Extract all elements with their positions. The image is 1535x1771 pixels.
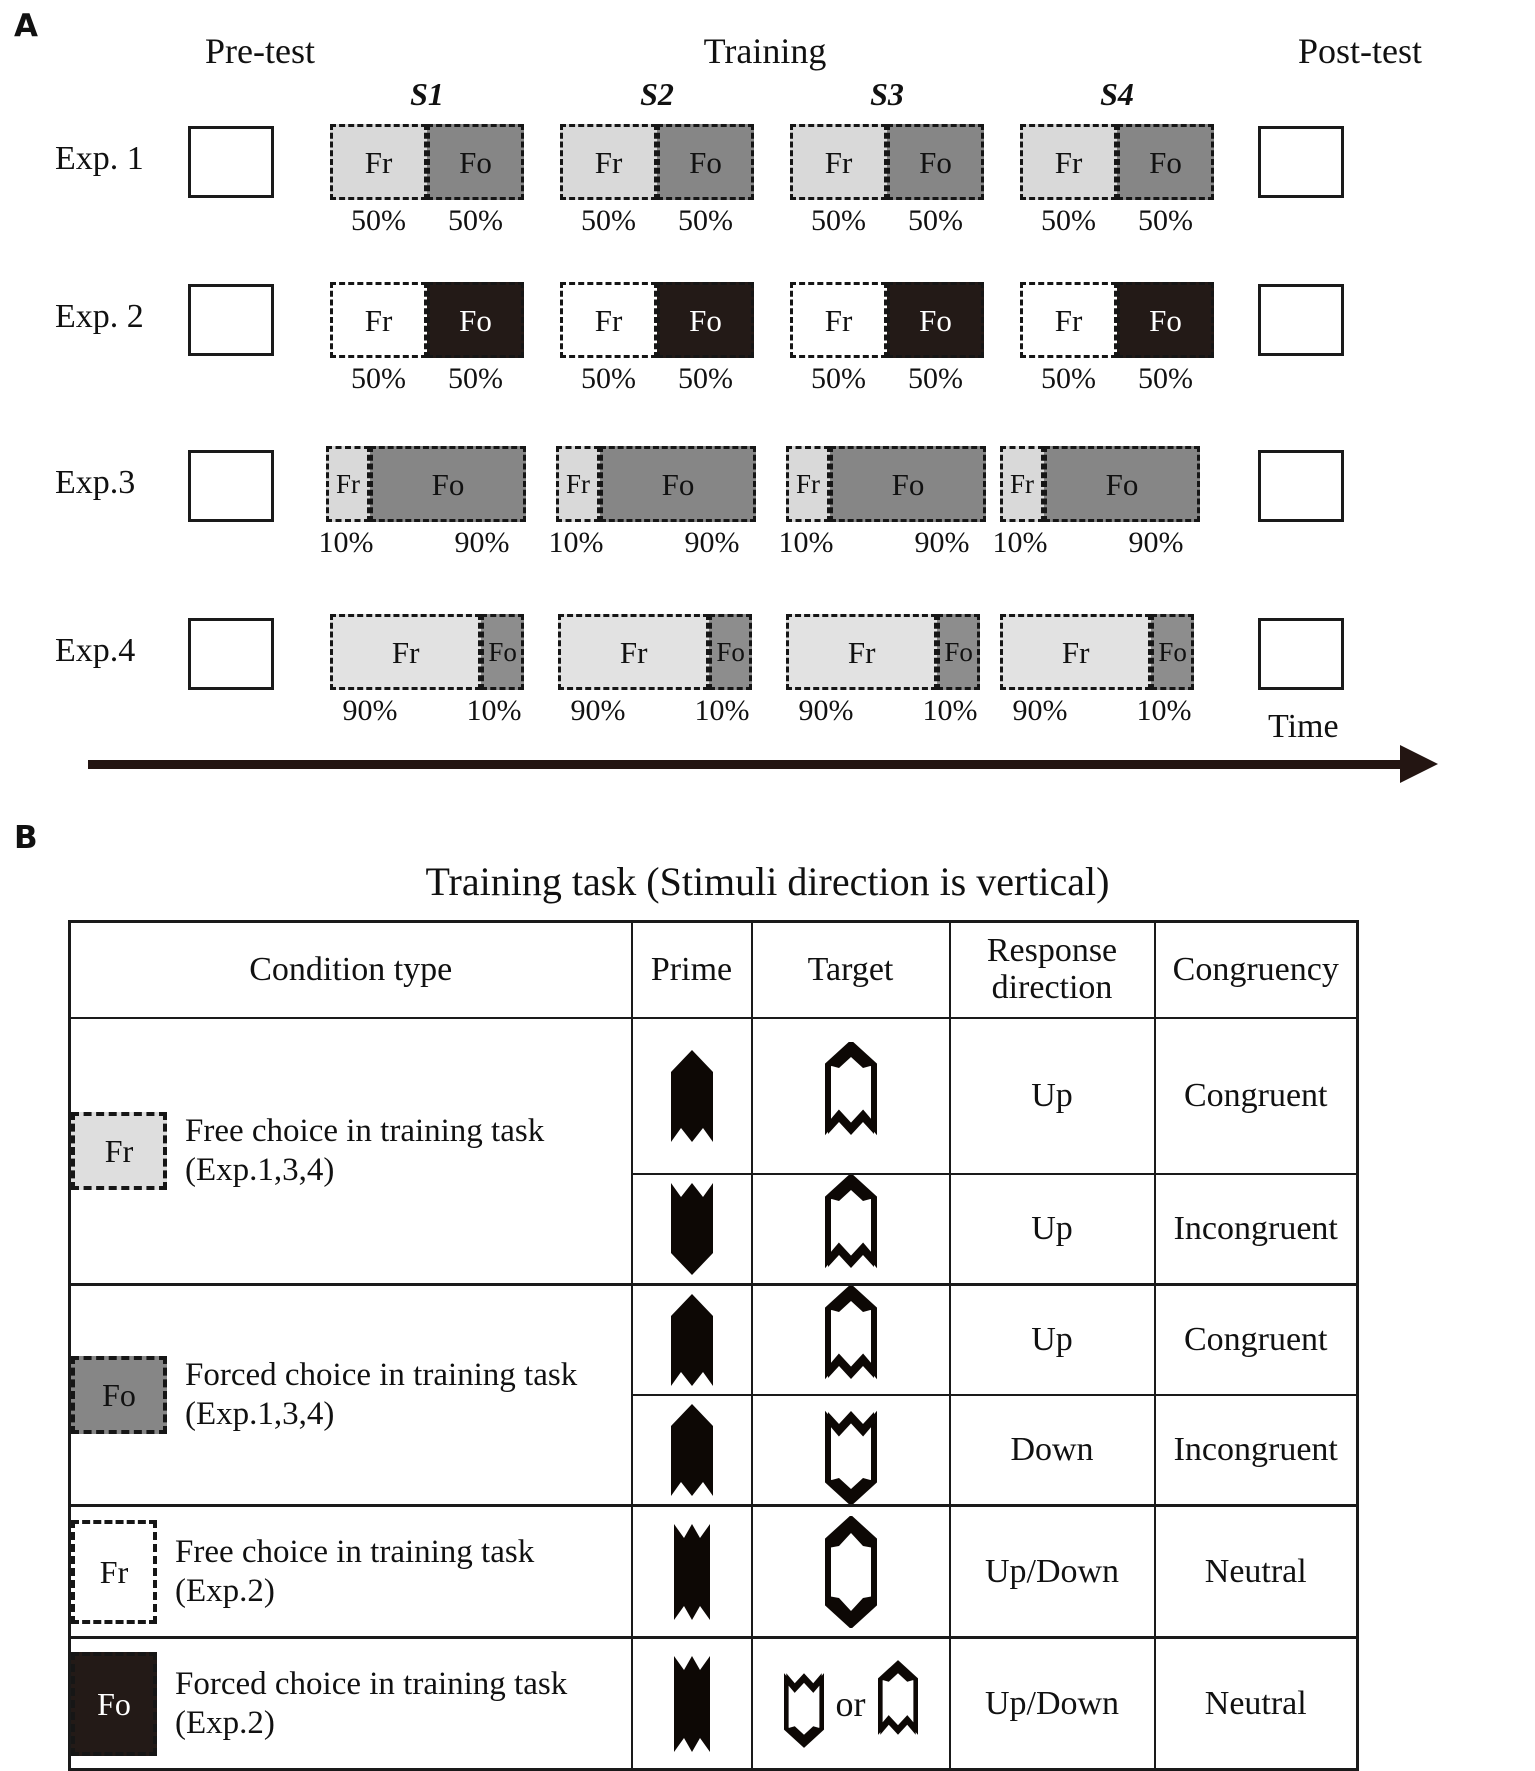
training-block-exp2-s1 xyxy=(330,282,524,358)
segment-forced: Fo xyxy=(600,446,756,522)
tag-label: Fr xyxy=(99,1553,129,1590)
pct-free-exp2-s1: 50% xyxy=(351,362,406,395)
prime-cell-up-solid xyxy=(632,1395,752,1506)
training-block-exp2-s3 xyxy=(790,282,984,358)
condition-description xyxy=(185,1356,577,1434)
pct-forced-exp1-s1: 50% xyxy=(448,204,503,237)
segment-forced: Fo xyxy=(481,614,524,690)
pct-free-exp2-s2: 50% xyxy=(581,362,636,395)
prime-cell-up-solid xyxy=(632,1018,752,1174)
pct-forced-exp3-s2: 90% xyxy=(684,526,740,559)
pct-forced-exp4-s1: 10% xyxy=(466,694,522,727)
segment-free: Fr xyxy=(558,614,709,690)
response-cell: Up/Down xyxy=(950,1638,1155,1770)
table-row xyxy=(70,1285,1358,1396)
pct-forced-exp4-s3: 10% xyxy=(922,694,978,727)
pct-free-exp3-s4: 10% xyxy=(992,526,1048,559)
segment-free: Fr xyxy=(1000,614,1151,690)
segment-forced: Fo xyxy=(1117,124,1214,200)
segment-forced: Fo xyxy=(657,282,754,358)
tag-fo-exp2 xyxy=(71,1652,157,1756)
pct-free-exp1-s3: 50% xyxy=(811,204,866,237)
session-header-s1: S1 xyxy=(410,76,444,112)
prime-cell-down-solid xyxy=(632,1174,752,1285)
segment-free: Fr xyxy=(786,446,830,522)
segment-forced: Fo xyxy=(830,446,986,522)
exp-label-4: Exp.4 xyxy=(55,632,136,669)
segment-forced: Fo xyxy=(709,614,752,690)
target-cell-or-pair xyxy=(752,1638,950,1770)
time-arrow-head-icon xyxy=(1400,745,1438,783)
segment-free: Fr xyxy=(790,124,887,200)
pct-forced-exp3-s4: 90% xyxy=(1128,526,1184,559)
condition-cell-free-exp134 xyxy=(70,1018,632,1285)
condition-description xyxy=(175,1665,567,1743)
pct-forced-exp3-s3: 90% xyxy=(914,526,970,559)
pretest-box-exp1 xyxy=(188,126,274,198)
time-arrow-line xyxy=(88,760,1406,769)
segment-forced: Fo xyxy=(1117,282,1214,358)
posttest-box-exp3 xyxy=(1258,450,1344,522)
column-header-pretest: Pre-test xyxy=(205,31,315,71)
segment-free: Fr xyxy=(1020,124,1117,200)
down-outline-arrow-icon xyxy=(784,1652,824,1756)
segment-forced: Fo xyxy=(427,124,524,200)
segment-free: Fr xyxy=(556,446,600,522)
target-cell-down-outline xyxy=(752,1395,950,1506)
training-block-exp3-s4 xyxy=(1000,446,1200,522)
header-target: Target xyxy=(752,922,950,1019)
congruency-cell: Congruent xyxy=(1155,1018,1358,1174)
condition-line1: Free choice in training task xyxy=(175,1533,535,1570)
tag-label: Fo xyxy=(97,1685,131,1722)
condition-line2: (Exp.2) xyxy=(175,1704,275,1741)
table-row xyxy=(70,1506,1358,1638)
pretest-box-exp2 xyxy=(188,284,274,356)
target-cell-up-outline xyxy=(752,1285,950,1396)
session-header-s3: S3 xyxy=(870,76,904,112)
pct-forced-exp1-s3: 50% xyxy=(908,204,963,237)
pretest-box-exp3 xyxy=(188,450,274,522)
congruency-cell: Incongruent xyxy=(1155,1395,1358,1506)
target-cell-up-outline xyxy=(752,1174,950,1285)
training-block-exp1-s1 xyxy=(330,124,524,200)
pct-free-exp4-s1: 90% xyxy=(342,694,398,727)
header-congruency: Congruency xyxy=(1155,922,1358,1019)
pct-free-exp3-s2: 10% xyxy=(548,526,604,559)
pct-forced-exp2-s4: 50% xyxy=(1138,362,1193,395)
segment-forced: Fo xyxy=(427,282,524,358)
response-cell: Up xyxy=(950,1174,1155,1285)
posttest-box-exp1 xyxy=(1258,126,1344,198)
up-outline-arrow-icon xyxy=(825,1175,877,1283)
response-cell: Up xyxy=(950,1018,1155,1174)
condition-line1: Forced choice in training task xyxy=(185,1357,578,1394)
pct-free-exp4-s2: 90% xyxy=(570,694,626,727)
pct-forced-exp4-s4: 10% xyxy=(1136,694,1192,727)
segment-free: Fr xyxy=(1020,282,1117,358)
down-outline-arrow-icon xyxy=(825,1396,877,1504)
pct-forced-exp1-s4: 50% xyxy=(1138,204,1193,237)
segment-free: Fr xyxy=(330,124,427,200)
exp-label-2: Exp. 2 xyxy=(55,298,144,335)
header-response-line2: direction xyxy=(991,969,1113,1006)
segment-free: Fr xyxy=(326,446,370,522)
condition-line2: (Exp.2) xyxy=(175,1572,275,1609)
header-response-line1: Response xyxy=(986,932,1118,970)
pct-free-exp1-s1: 50% xyxy=(351,204,406,237)
up-outline-arrow-icon xyxy=(825,1286,877,1394)
tag-fo-exp134 xyxy=(71,1356,167,1434)
congruency-cell: Neutral xyxy=(1155,1506,1358,1638)
prime-cell-neutral-solid xyxy=(632,1506,752,1638)
or-label: or xyxy=(835,1683,866,1724)
tag-label: Fr xyxy=(104,1133,134,1169)
segment-forced: Fo xyxy=(887,282,984,358)
down-solid-arrow-icon xyxy=(669,1181,715,1277)
training-block-exp4-s3 xyxy=(786,614,980,690)
table-row xyxy=(70,1638,1358,1770)
tag-fr-exp134 xyxy=(71,1112,167,1190)
training-block-exp4-s1 xyxy=(330,614,524,690)
table-row xyxy=(70,1018,1358,1174)
segment-forced: Fo xyxy=(887,124,984,200)
response-cell: Down xyxy=(950,1395,1155,1506)
pct-free-exp3-s1: 10% xyxy=(318,526,374,559)
header-condition-type: Condition type xyxy=(70,922,632,1019)
training-block-exp1-s3 xyxy=(790,124,984,200)
condition-description xyxy=(185,1112,544,1190)
time-axis-label: Time xyxy=(1268,708,1339,745)
pct-free-exp2-s4: 50% xyxy=(1041,362,1096,395)
neutral-solid-arrow-icon xyxy=(672,1654,712,1754)
training-block-exp1-s4 xyxy=(1020,124,1214,200)
up-solid-arrow-icon xyxy=(669,1402,715,1498)
training-block-exp3-s3 xyxy=(786,446,986,522)
session-header-s2: S2 xyxy=(640,76,674,112)
up-outline-arrow-icon xyxy=(878,1652,918,1756)
training-block-exp1-s2 xyxy=(560,124,754,200)
tag-fr-exp2 xyxy=(71,1520,157,1624)
target-cell-neutral-outline xyxy=(752,1506,950,1638)
posttest-box-exp2 xyxy=(1258,284,1344,356)
segment-free: Fr xyxy=(560,124,657,200)
pct-forced-exp1-s2: 50% xyxy=(678,204,733,237)
segment-free: Fr xyxy=(786,614,937,690)
pct-forced-exp2-s3: 50% xyxy=(908,362,963,395)
training-block-exp4-s4 xyxy=(1000,614,1194,690)
condition-line1: Free choice in training task xyxy=(185,1113,545,1150)
congruency-cell: Neutral xyxy=(1155,1638,1358,1770)
response-cell: Up xyxy=(950,1285,1155,1396)
pct-free-exp4-s3: 90% xyxy=(798,694,854,727)
exp-label-3: Exp.3 xyxy=(55,464,136,501)
session-header-s4: S4 xyxy=(1100,76,1134,112)
pct-free-exp3-s3: 10% xyxy=(778,526,834,559)
segment-free: Fr xyxy=(330,614,481,690)
pct-free-exp1-s2: 50% xyxy=(581,204,636,237)
neutral-outline-arrow-icon xyxy=(825,1516,877,1628)
segment-forced: Fo xyxy=(937,614,980,690)
condition-cell-forced-exp2 xyxy=(70,1638,632,1770)
condition-line1: Forced choice in training task xyxy=(175,1665,568,1702)
prime-cell-neutral-solid xyxy=(632,1638,752,1770)
training-block-exp3-s1 xyxy=(326,446,526,522)
up-solid-arrow-icon xyxy=(669,1048,715,1144)
pct-forced-exp3-s1: 90% xyxy=(454,526,510,559)
segment-free: Fr xyxy=(1000,446,1044,522)
congruency-cell: Incongruent xyxy=(1155,1174,1358,1285)
prime-cell-up-solid xyxy=(632,1285,752,1396)
panel-a xyxy=(0,0,1535,800)
panel-b xyxy=(0,820,1535,1752)
up-solid-arrow-icon xyxy=(669,1292,715,1388)
training-block-exp3-s2 xyxy=(556,446,756,522)
pct-free-exp4-s4: 90% xyxy=(1012,694,1068,727)
segment-forced: Fo xyxy=(370,446,526,522)
panel-b-title: Training task (Stimuli direction is vertical) xyxy=(425,859,1110,904)
congruency-cell: Congruent xyxy=(1155,1285,1358,1396)
column-header-posttest: Post-test xyxy=(1297,31,1422,71)
response-cell: Up/Down xyxy=(950,1506,1155,1638)
segment-free: Fr xyxy=(560,282,657,358)
pct-forced-exp4-s2: 10% xyxy=(694,694,750,727)
training-task-table xyxy=(68,920,1359,1771)
segment-forced: Fo xyxy=(1151,614,1194,690)
condition-line2: (Exp.1,3,4) xyxy=(185,1152,335,1188)
posttest-box-exp4 xyxy=(1258,618,1344,690)
pct-forced-exp2-s2: 50% xyxy=(678,362,733,395)
condition-line2: (Exp.1,3,4) xyxy=(185,1396,335,1432)
segment-free: Fr xyxy=(790,282,887,358)
header-prime: Prime xyxy=(632,922,752,1019)
segment-forced: Fo xyxy=(657,124,754,200)
up-outline-arrow-icon xyxy=(825,1042,877,1150)
pretest-box-exp4 xyxy=(188,618,274,690)
pct-free-exp1-s4: 50% xyxy=(1041,204,1096,237)
pct-forced-exp2-s1: 50% xyxy=(448,362,503,395)
target-cell-up-outline xyxy=(752,1018,950,1174)
header-response-direction xyxy=(950,922,1155,1019)
condition-description xyxy=(175,1533,534,1611)
condition-cell-free-exp2 xyxy=(70,1506,632,1638)
tag-label: Fo xyxy=(102,1377,136,1413)
training-block-exp2-s4 xyxy=(1020,282,1214,358)
panel-b-letter: B xyxy=(14,820,38,856)
panel-a-letter: A xyxy=(14,8,38,44)
table-header-row xyxy=(70,922,1358,1019)
neutral-solid-arrow-icon xyxy=(672,1522,712,1622)
column-header-training: Training xyxy=(703,31,827,71)
exp-label-1: Exp. 1 xyxy=(55,140,144,177)
segment-forced: Fo xyxy=(1044,446,1200,522)
pct-free-exp2-s3: 50% xyxy=(811,362,866,395)
training-block-exp4-s2 xyxy=(558,614,752,690)
segment-free: Fr xyxy=(330,282,427,358)
condition-cell-forced-exp134 xyxy=(70,1285,632,1506)
training-block-exp2-s2 xyxy=(560,282,754,358)
